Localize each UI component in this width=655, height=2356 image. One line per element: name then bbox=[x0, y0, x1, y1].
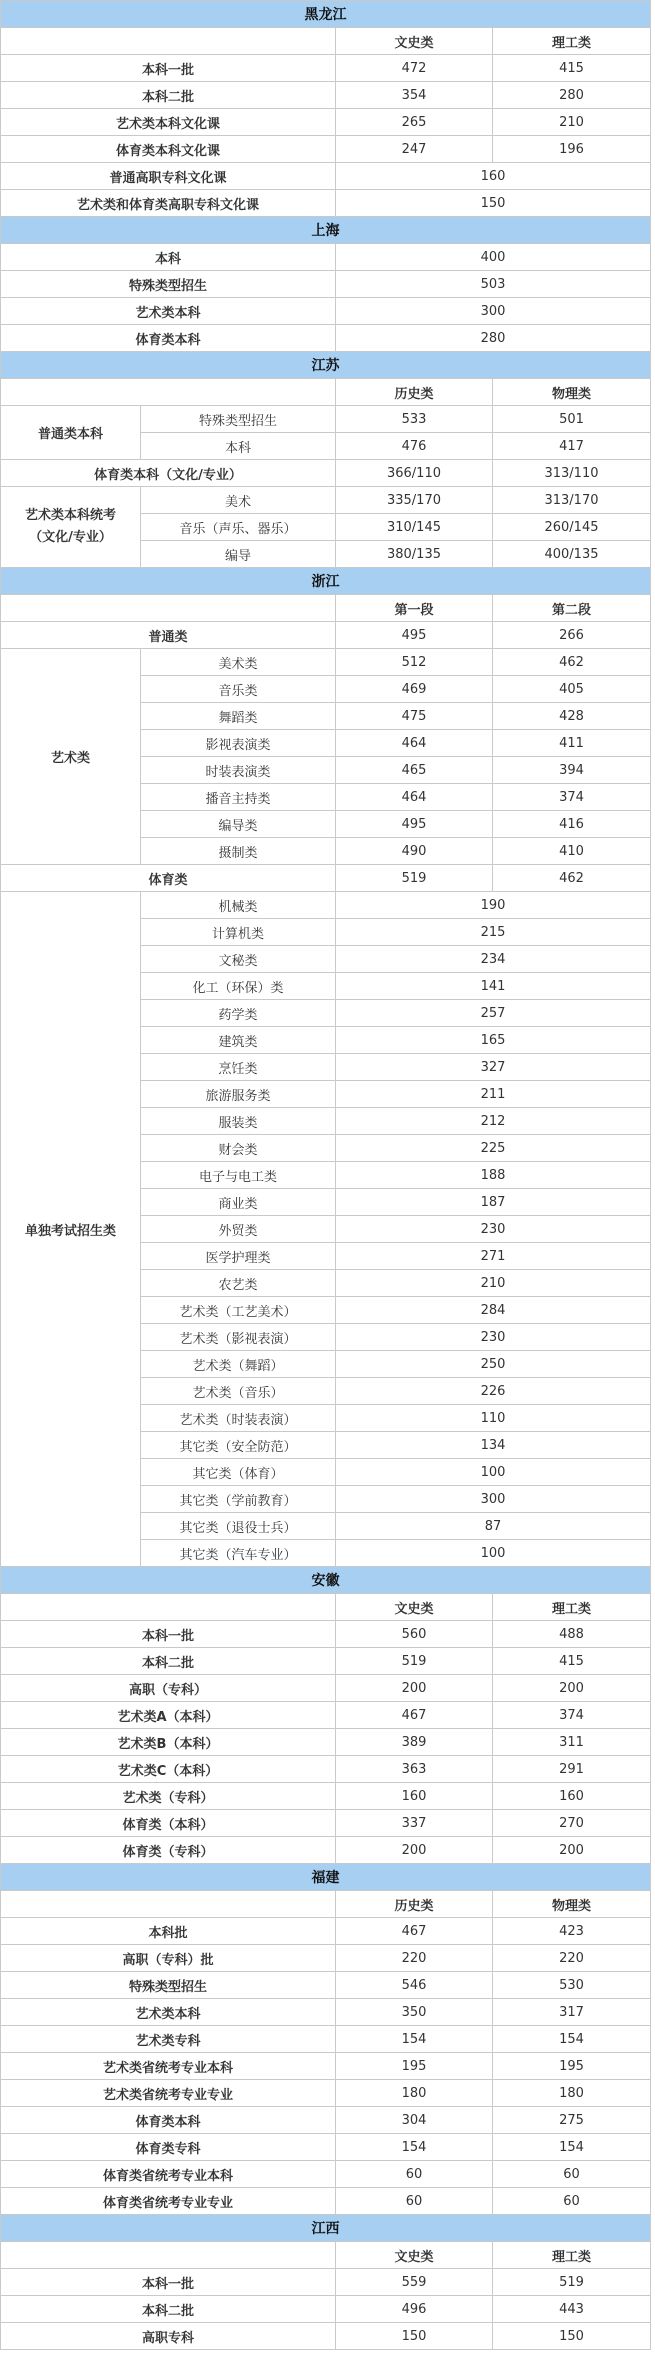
table-row: 艺术类专科 154 154 bbox=[1, 2026, 651, 2053]
table-row: 体育类省统考专业本科 60 60 bbox=[1, 2161, 651, 2188]
table-row: 其它类（安全防范） 134 bbox=[1, 1432, 651, 1459]
table-row: 摄制类 490 410 bbox=[1, 838, 651, 865]
table-row: 艺术类省统考专业本科 195 195 bbox=[1, 2053, 651, 2080]
table-row: 本科 400 bbox=[1, 244, 651, 271]
table-row: 艺术类本科统考 （文化/专业） 美术 335/170 313/170 bbox=[1, 487, 651, 514]
table-row: 体育类（专科） 200 200 bbox=[1, 1837, 651, 1864]
column-header-row: 文史类 理工类 bbox=[1, 28, 651, 55]
table-row: 药学类 257 bbox=[1, 1000, 651, 1027]
table-row: 电子与电工类 188 bbox=[1, 1162, 651, 1189]
table-row: 单独考试招生类 机械类 190 bbox=[1, 892, 651, 919]
table-row: 本科一批 559 519 bbox=[1, 2269, 651, 2296]
table-row: 化工（环保）类 141 bbox=[1, 973, 651, 1000]
table-row: 艺术类（影视表演） 230 bbox=[1, 1324, 651, 1351]
table-row: 建筑类 165 bbox=[1, 1027, 651, 1054]
table-row: 旅游服务类 211 bbox=[1, 1081, 651, 1108]
province-header-shanghai: 上海 bbox=[1, 217, 651, 244]
table-row: 体育类本科（文化/专业） 366/110 313/110 bbox=[1, 460, 651, 487]
table-row: 本科 476 417 bbox=[1, 433, 651, 460]
table-row: 普通类本科 特殊类型招生 533 501 bbox=[1, 406, 651, 433]
table-row: 计算机类 215 bbox=[1, 919, 651, 946]
table-row: 影视表演类 464 411 bbox=[1, 730, 651, 757]
table-row: 艺术类（音乐） 226 bbox=[1, 1378, 651, 1405]
province-header-jiangxi: 江西 bbox=[1, 2215, 651, 2242]
table-row: 本科一批 560 488 bbox=[1, 1621, 651, 1648]
table-row: 舞蹈类 475 428 bbox=[1, 703, 651, 730]
table-row: 编导 380/135 400/135 bbox=[1, 541, 651, 568]
table-row: 本科批 467 423 bbox=[1, 1918, 651, 1945]
table-row: 本科二批 496 443 bbox=[1, 2296, 651, 2323]
table-row: 普通类 495 266 bbox=[1, 622, 651, 649]
table-row: 外贸类 230 bbox=[1, 1216, 651, 1243]
province-header-anhui: 安徽 bbox=[1, 1567, 651, 1594]
table-row: 艺术类A（本科） 467 374 bbox=[1, 1702, 651, 1729]
column-header-row: 历史类 物理类 bbox=[1, 1891, 651, 1918]
table-row: 其它类（退役士兵） 87 bbox=[1, 1513, 651, 1540]
table-row: 高职（专科） 200 200 bbox=[1, 1675, 651, 1702]
table-row: 高职（专科）批 220 220 bbox=[1, 1945, 651, 1972]
table-row: 艺术类省统考专业专业 180 180 bbox=[1, 2080, 651, 2107]
table-row: 服装类 212 bbox=[1, 1108, 651, 1135]
table-row: 时装表演类 465 394 bbox=[1, 757, 651, 784]
table-row: 烹饪类 327 bbox=[1, 1054, 651, 1081]
table-row: 艺术类本科 350 317 bbox=[1, 1999, 651, 2026]
table-row: 高职专科 150 150 bbox=[1, 2323, 651, 2350]
table-row: 农艺类 210 bbox=[1, 1270, 651, 1297]
table-row: 艺术类（专科） 160 160 bbox=[1, 1783, 651, 1810]
table-row: 编导类 495 416 bbox=[1, 811, 651, 838]
column-header-row: 文史类 理工类 bbox=[1, 1594, 651, 1621]
table-row: 商业类 187 bbox=[1, 1189, 651, 1216]
table-row: 音乐（声乐、器乐） 310/145 260/145 bbox=[1, 514, 651, 541]
table-row: 医学护理类 271 bbox=[1, 1243, 651, 1270]
table-row: 本科二批 354 280 bbox=[1, 82, 651, 109]
table-row: 普通高职专科文化课 160 bbox=[1, 163, 651, 190]
table-row: 财会类 225 bbox=[1, 1135, 651, 1162]
table-row: 艺术类C（本科） 363 291 bbox=[1, 1756, 651, 1783]
table-row: 其它类（汽车专业） 100 bbox=[1, 1540, 651, 1567]
province-header-fujian: 福建 bbox=[1, 1864, 651, 1891]
table-row: 体育类专科 154 154 bbox=[1, 2134, 651, 2161]
table-row: 文秘类 234 bbox=[1, 946, 651, 973]
table-row: 其它类（学前教育） 300 bbox=[1, 1486, 651, 1513]
table-row: 音乐类 469 405 bbox=[1, 676, 651, 703]
table-row: 体育类 519 462 bbox=[1, 865, 651, 892]
table-row: 艺术类本科 300 bbox=[1, 298, 651, 325]
table-row: 艺术类（舞蹈） 250 bbox=[1, 1351, 651, 1378]
table-row: 艺术类和体育类高职专科文化课 150 bbox=[1, 190, 651, 217]
table-row: 体育类本科 280 bbox=[1, 325, 651, 352]
table-row: 体育类本科文化课 247 196 bbox=[1, 136, 651, 163]
province-header-heilongjiang: 黑龙江 bbox=[1, 1, 651, 28]
table-row: 体育类省统考专业专业 60 60 bbox=[1, 2188, 651, 2215]
table-row: 特殊类型招生 546 530 bbox=[1, 1972, 651, 1999]
column-header-row: 文史类 理工类 bbox=[1, 2242, 651, 2269]
table-row: 其它类（体育） 100 bbox=[1, 1459, 651, 1486]
table-row: 艺术类本科文化课 265 210 bbox=[1, 109, 651, 136]
table-row: 体育类（本科） 337 270 bbox=[1, 1810, 651, 1837]
table-row: 艺术类（工艺美术） 284 bbox=[1, 1297, 651, 1324]
column-header-row: 历史类 物理类 bbox=[1, 379, 651, 406]
table-row: 艺术类B（本科） 389 311 bbox=[1, 1729, 651, 1756]
column-header-row: 第一段 第二段 bbox=[1, 595, 651, 622]
table-row: 特殊类型招生 503 bbox=[1, 271, 651, 298]
table-row: 本科二批 519 415 bbox=[1, 1648, 651, 1675]
table-row: 艺术类（时装表演） 110 bbox=[1, 1405, 651, 1432]
table-row: 本科一批 472 415 bbox=[1, 55, 651, 82]
table-row: 体育类本科 304 275 bbox=[1, 2107, 651, 2134]
table-row: 艺术类 美术类 512 462 bbox=[1, 649, 651, 676]
province-header-zhejiang: 浙江 bbox=[1, 568, 651, 595]
table-row: 播音主持类 464 374 bbox=[1, 784, 651, 811]
province-header-jiangsu: 江苏 bbox=[1, 352, 651, 379]
